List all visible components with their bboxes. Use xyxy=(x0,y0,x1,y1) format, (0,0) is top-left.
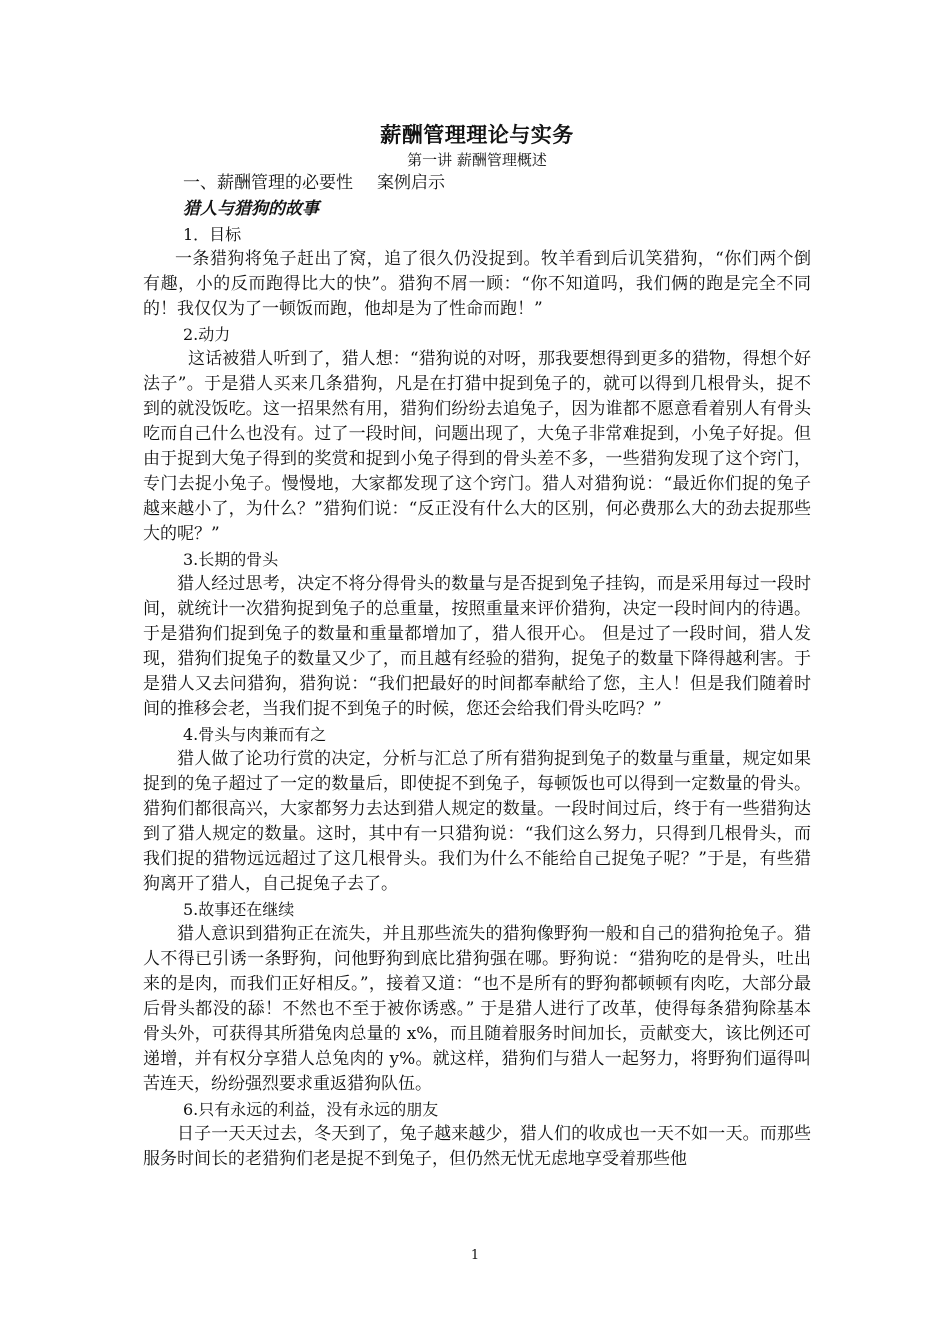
part-paragraph-5: 猎人意识到猎狗正在流失，并且那些流失的猎狗像野狗一般和自己的猎狗抢兔子。猎人不得已引诱一条野狗，问他野狗到底比猎狗强在哪。野狗说：“猎狗吃的是骨头，吐出来的是肉，而我们正好相反。”，接着又道：“也不是所有的野狗都顿顿有肉吃，大部分最后骨头都没的舔！不然也不至于被你诱惑。” 于是猎人进行了改革，使得每条猎狗除基本骨头外，可获得其所猎兔肉总量的 x%，而且随着服务时间加长，贡献变大，该比例还可递增，并有权分享猎人总兔肉的 y%。就这样，猎狗们与猎人一起努力，将野狗们逼得叫苦连天，纷纷强烈要求重返猎狗队伍。 xyxy=(143,924,811,1094)
part-heading-4: 4.骨头与肉兼而有之 xyxy=(183,725,327,744)
document-title: 薪酬管理理论与实务 xyxy=(380,122,574,147)
part-heading-2: 2.动力 xyxy=(183,325,231,344)
lecture-subtitle: 第一讲 薪酬管理概述 xyxy=(407,151,547,169)
part-paragraph-6: 日子一天天过去，冬天到了，兔子越来越少，猎人们的收成也一天不如一天。而那些服务时间长的老猎狗们老是捉不到兔子，但仍然无忧无虑地享受着那些他 xyxy=(143,1124,811,1169)
part-heading-1: 1．目标 xyxy=(183,225,242,244)
section-heading-row xyxy=(143,170,811,196)
document-body xyxy=(143,120,811,1172)
section-note: 案例启示 xyxy=(377,173,445,193)
part-heading-6: 6.只有永远的利益，没有永远的朋友 xyxy=(183,1100,439,1119)
part-heading-5: 5.故事还在继续 xyxy=(183,900,295,919)
page-number: 1 xyxy=(470,1248,480,1263)
part-paragraph-2: 这话被猎人听到了，猎人想：“猎狗说的对呀，那我要想得到更多的猎物，得想个好法子”。于是猎人买来几条猎狗，凡是在打猎中捉到兔子的，就可以得到几根骨头，捉不到的就没饭吃。这一招果然有用，猎狗们纷纷去追兔子，因为谁都不愿意看着别人有骨头吃而自己什么也没有。过了一段时间，问题出现了，大兔子非常难捉到，小兔子好捉。但由于捉到大兔子得到的奖赏和捉到小兔子得到的骨头差不多，一些猎狗发现了这个窍门，专门去捉小兔子。慢慢地，大家都发现了这个窍门。猎人对猎狗说：“最近你们捉的兔子越来越小了，为什么？”猎狗们说：“反正没有什么大的区别，何必费那么大的劲去捉那些大的呢？” xyxy=(143,349,811,544)
part-paragraph-3: 猎人经过思考，决定不将分得骨头的数量与是否捉到兔子挂钩，而是采用每过一段时间，就统计一次猎狗捉到兔子的总重量，按照重量来评价猎狗，决定一段时间内的待遇。于是猎狗们捉到兔子的数量和重量都增加了，猎人很开心。 但是过了一段时间，猎人发现，猎狗们捉兔子的数量又少了，而且越有经验的猎狗，捉兔子的数量下降得越利害。于是猎人又去问猎狗，猎狗说：“我们把最好的时间都奉献给了您，主人！但是我们随着时间的推移会老，当我们捉不到兔子的时候，您还会给我们骨头吃吗？” xyxy=(143,574,811,719)
part-heading-3: 3.长期的骨头 xyxy=(183,550,279,569)
section-heading: 一、薪酬管理的必要性 xyxy=(183,173,353,193)
part-paragraph-4: 猎人做了论功行赏的决定，分析与汇总了所有猎狗捉到兔子的数量与重量，规定如果捉到的兔子超过了一定的数量后，即使捉不到兔子，每顿饭也可以得到一定数量的骨头。猎狗们都很高兴，大家都努力去达到猎人规定的数量。一段时间过后，终于有一些猎狗达到了猎人规定的数量。这时，其中有一只猎狗说：“我们这么努力，只得到几根骨头，而我们捉的猎物远远超过了这几根骨头。我们为什么不能给自己捉兔子呢？”于是，有些猎狗离开了猎人，自己捉兔子去了。 xyxy=(143,749,811,894)
story-title: 猎人与猎狗的故事 xyxy=(183,199,319,219)
part-paragraph-1: 一条猎狗将兔子赶出了窝，追了很久仍没捉到。牧羊看到后讥笑猎狗，“你们两个倒有趣，小的反而跑得比大的快”。猎狗不屑一顾：“你不知道吗，我们俩的跑是完全不同的！我仅仅为了一顿饭而跑，他却是为了性命而跑！” xyxy=(143,249,811,319)
